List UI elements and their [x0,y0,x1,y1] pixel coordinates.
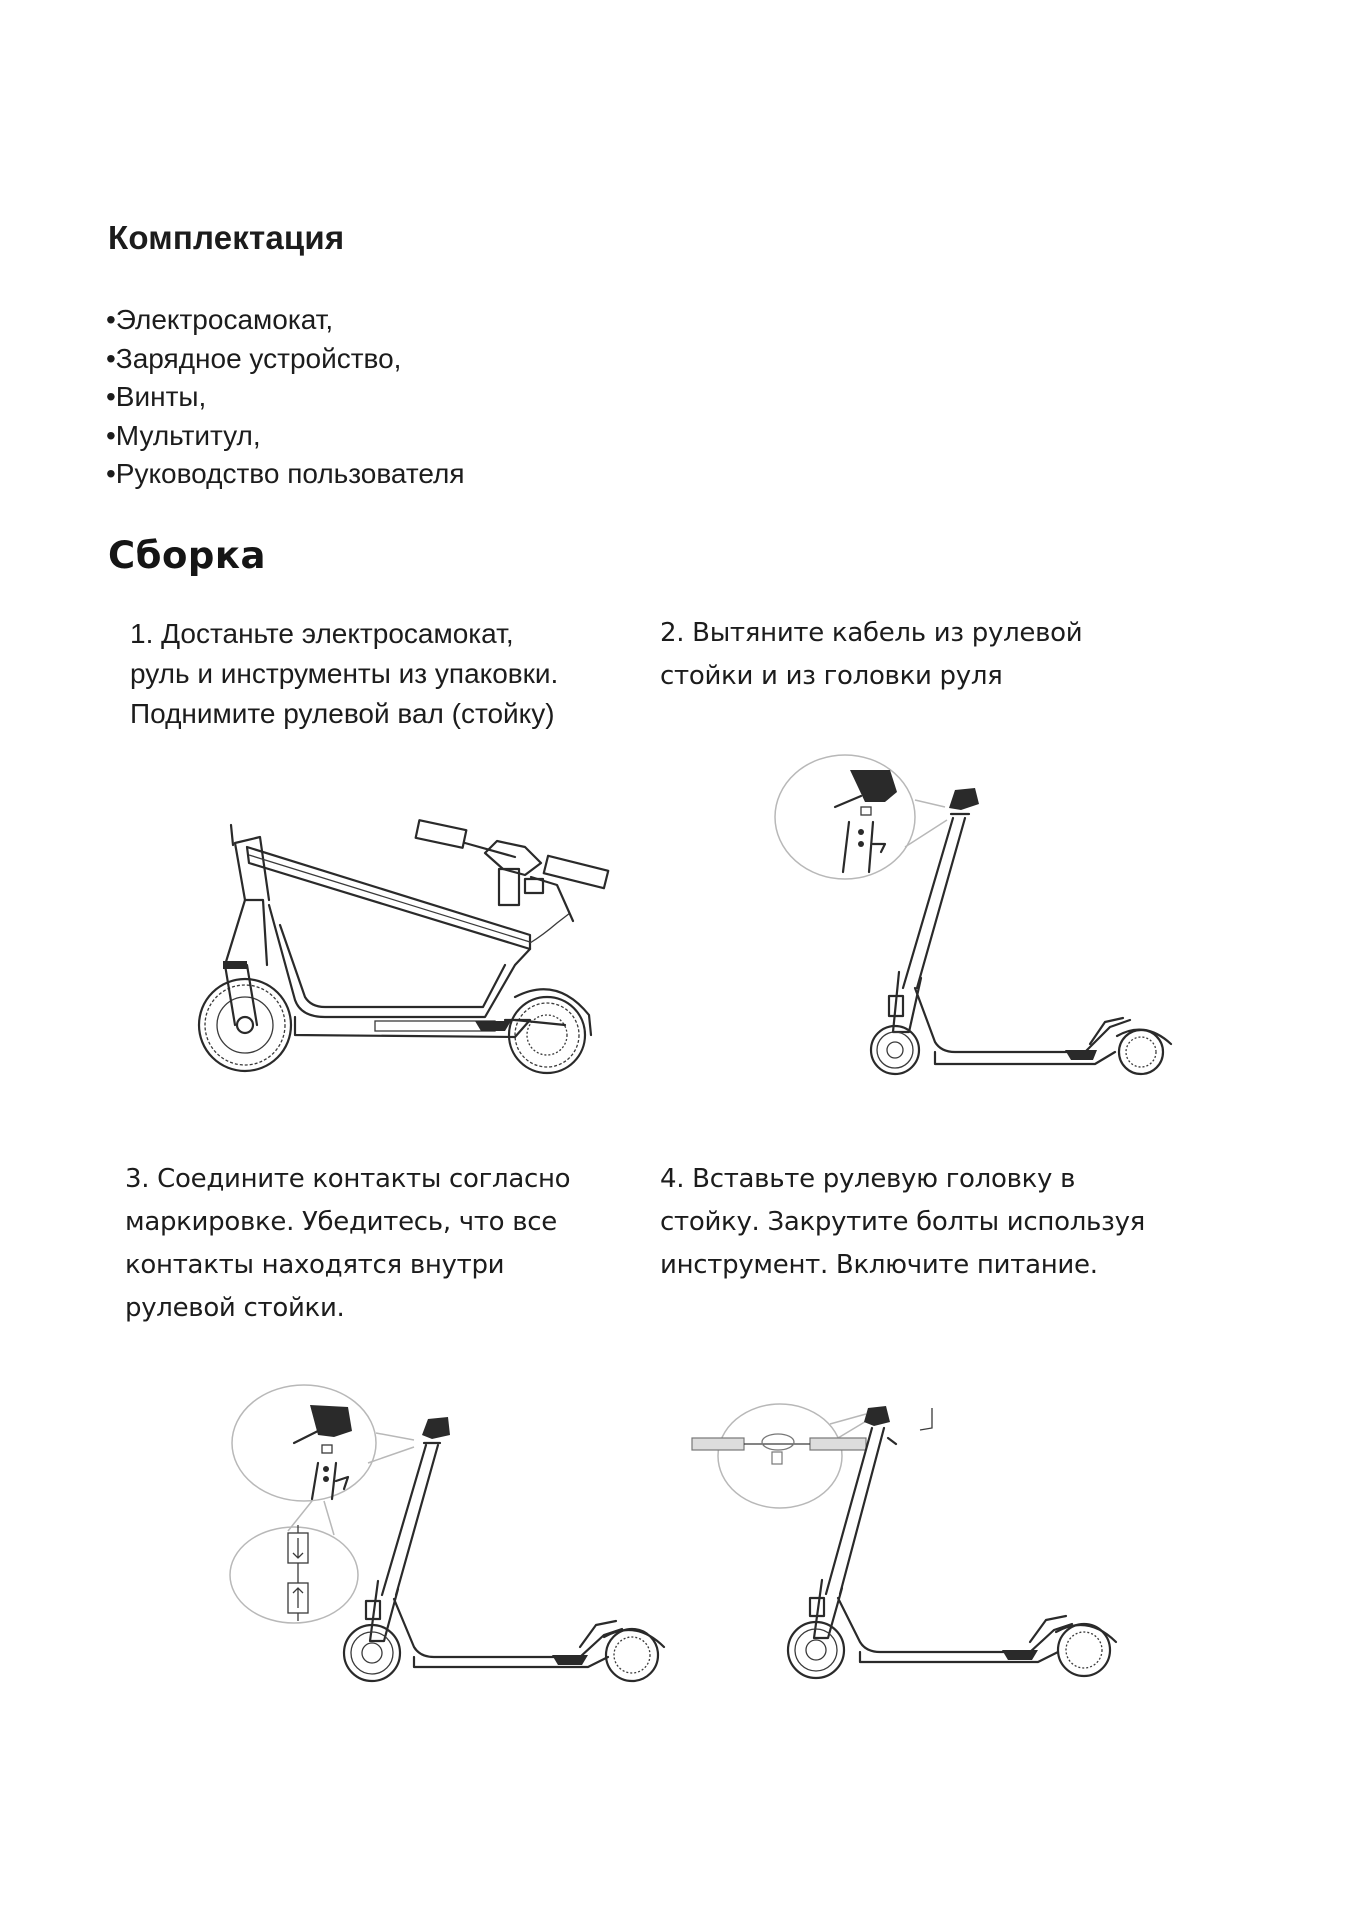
contents-heading: Комплектация [108,219,345,256]
scooter-connector-callout-illustration [232,1385,672,1685]
step-2-line: 2. Вытяните кабель из рулевой [660,618,1083,648]
list-item: •Зарядное устройство, [106,342,402,374]
step-4-line: 4. Вставьте рулевую головку в [660,1164,1076,1194]
scooter-upright-callout-illustration [775,752,1185,1092]
contents-list [106,301,465,494]
step-3-line: маркировке. Убедитесь, что все [125,1207,557,1237]
step-1-line: 1. Достаньте электросамокат, [130,618,514,649]
step-3-line: рулевой стойки. [125,1293,345,1323]
step-1-line: руль и инструменты из упаковки. [130,658,559,689]
assembly-heading: Сборка [108,534,266,577]
list-item: •Винты, [106,381,207,412]
step-3-line: контакты находятся внутри [125,1250,505,1280]
list-item: •Руководство пользователя [106,458,465,489]
scooter-handlebar-callout-illustration [692,1398,1137,1683]
step-1-text [130,614,558,734]
step-1-line: Поднимите рулевой вал (стойку) [130,698,555,729]
step-2-text [660,612,1082,698]
step-3-line: 3. Соедините контакты согласно [125,1164,571,1194]
step-3-text [125,1158,570,1330]
step-4-line: стойку. Закрутите болты используя [660,1207,1146,1237]
list-item: •Электросамокат, [106,304,334,335]
scooter-folded-illustration [185,825,695,1080]
step-4-line: инструмент. Включите питание. [660,1250,1098,1280]
step-4-text [660,1158,1145,1287]
step-2-line: стойки и из головки руля [660,661,1003,691]
list-item: •Мультитул, [106,419,261,451]
